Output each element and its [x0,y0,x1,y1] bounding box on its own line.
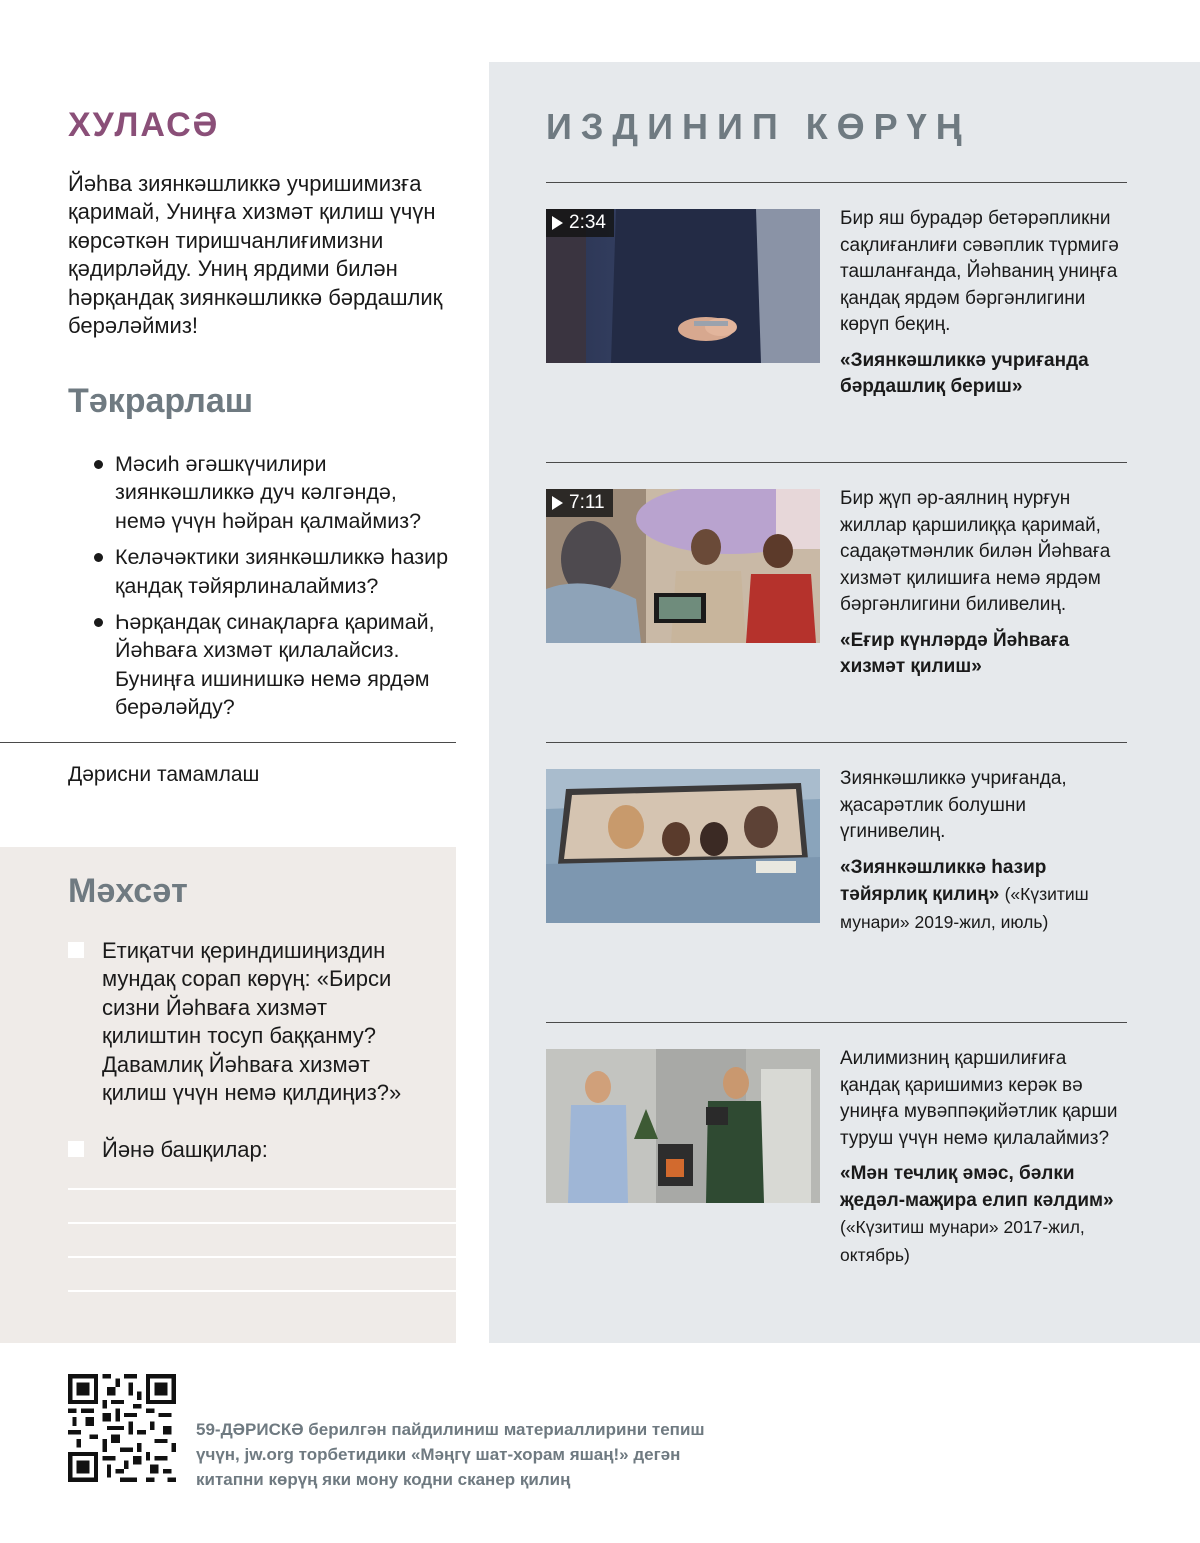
video-thumbnail[interactable] [546,489,820,643]
video-duration: 2:34 [569,212,606,233]
explore-entry [546,742,1127,1002]
entry-text [840,1046,1130,1269]
goal-item-text: Етиқатчи қериндишиңиздин мундақ сорап көрүң: «Бирси сизни Йәһваға хизмәт қилиштин тосуп баққанму? Давамлиқ Йәһваға хизмәт қилиш үчүн немә қилдиңиз?» [102,938,402,1106]
write-in-line[interactable] [68,1290,456,1292]
video-duration-badge [546,209,614,237]
entry-reference-note: («Күзитиш мунари» 2017-жил, октябрь) [840,1217,1085,1265]
entry-reference-title: «Мән течлиқ әмәс, бәлки җедәл-маҗира елип кәлдим» [840,1163,1114,1211]
review-list [92,450,452,730]
goal-checkbox[interactable] [68,942,84,958]
review-title: Тәкрарлаш [68,382,254,420]
review-item: Келәчәктики зиянкәшликкә һазир қандақ тәйярлиналаймиз? [92,543,452,600]
divider [546,1022,1127,1023]
summary-text: Йәһва зиянкәшликкә учришимизға қаримай, Униңға хизмәт қилиш үчүн көрсәткән тиришчанлиғимизни қәдирләйду. Униң ярдими билән һәрқандақ зиянкәшликкә бәрдашлиқ берәләймиз! [68,171,443,339]
goal-title: Мәхсәт [68,872,188,910]
footer-text: 59-ДӘРИСКӘ берилгән пайдилиниш материаллирини тепиш үчүн, jw.org торбетидики «Мәңгү шат-хорам яшаң!» дегән китапни көрүң яки мону кодни сканер қилиң [196,1420,705,1489]
summary-title: ХУЛАСӘ [68,106,220,144]
entry-reference-title: «Зиянкәшликкә учриғанда бәрдашлиқ бериш» [840,349,1089,397]
entry-reference[interactable] [840,628,1130,681]
divider [0,742,456,743]
entry-text [840,206,1130,401]
play-icon [552,496,563,510]
entry-text [840,766,1130,936]
entry-reference[interactable] [840,1161,1130,1269]
article-image-graphic [546,1049,820,1203]
entry-reference[interactable] [840,855,1130,937]
goal-item [68,1136,428,1164]
entry-reference-note: («Күзитиш мунари» 2019-жил, июль) [840,884,1089,932]
entry-description: Бир яш бурадәр бетәрәпликни сақлиғанлиғи сәвәплик түрмигә ташланғанда, Йәһваниң униңға қандақ ярдәм бәргәнлигини көрүп беқиң. [840,208,1119,335]
review-item: Мәсиһ әгәшкүчилири зиянкәшликкә дуч кәлгәндә, немә үчүн һәйран қалмаймиз? [92,450,452,535]
entry-description: Аилимизниң қаршилиғиға қандақ қаришимиз керәк вә униңға мувәппәқийәтлик қарши туруш үчүн немә қилалаймиз? [840,1048,1118,1149]
video-duration-badge [546,489,613,517]
entry-text [840,486,1130,681]
explore-entry [546,1022,1127,1302]
article-image[interactable] [546,769,820,923]
complete-lesson-label[interactable]: Дәрисни тамамлаш [68,763,260,786]
entry-description: Зиянкәшликкә учриғанда, җасарәтлик болушни үгинивелиң. [840,768,1067,842]
divider [546,462,1127,463]
entry-reference-title: «Зиянкәшликкә һазир тәйярлиқ қилиң» [840,856,1047,905]
entry-reference-title: «Еғир күнләрдә Йәһваға хизмәт қилиш» [840,629,1070,677]
write-in-line[interactable] [68,1256,456,1258]
explore-entry [546,182,1127,442]
article-image[interactable] [546,1049,820,1203]
explore-title: ИЗДИНИП КӨРҮҢ [546,106,971,147]
divider [546,742,1127,743]
entry-description: Бир җүп әр-аялниң нурғун жиллар қаршилиққа қаримай, садақәтмәнлик билән Йәһваға хизмәт қилишиға немә ярдәм бәргәнлигини биливелиң. [840,488,1111,615]
article-image-graphic [546,769,820,923]
review-item: Һәрқандақ синақларға қаримай, Йәһваға хизмәт қилалайсиз. Буниңға ишинишкә немә ярдәм берәләйду? [92,608,452,722]
goal-item [68,937,428,1107]
qr-code-icon[interactable] [68,1374,176,1482]
entry-reference[interactable] [840,348,1130,401]
play-icon [552,216,563,230]
video-thumbnail[interactable] [546,209,820,363]
video-duration: 7:11 [569,492,605,513]
goal-checkbox[interactable] [68,1141,84,1157]
write-in-line[interactable] [68,1188,456,1190]
divider [546,182,1127,183]
goal-item-text: Йәнә башқилар: [102,1137,268,1162]
write-in-line[interactable] [68,1222,456,1224]
explore-entry [546,462,1127,722]
